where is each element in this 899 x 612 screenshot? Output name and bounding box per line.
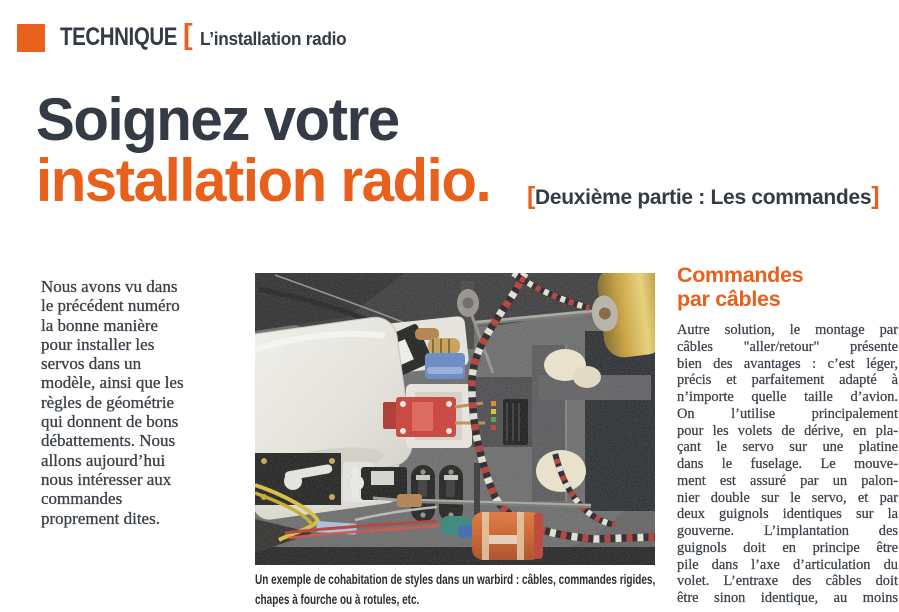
body-line: guignols doit en principe être xyxy=(677,539,898,556)
intro-line: pour installer les xyxy=(41,334,155,354)
body-line: dans le fuselage. Le mouve- xyxy=(677,456,898,472)
body-line: deux guignols identiques sur la xyxy=(677,506,898,523)
section-heading-line-1: Commandes xyxy=(677,263,804,287)
caption-line: chapes à fourche ou à rotules, etc. xyxy=(255,591,420,607)
body-line: Autre solution, le montage par xyxy=(677,322,898,338)
intro-line: commandes xyxy=(41,489,123,509)
kicker-bracket-icon: [ xyxy=(183,19,193,51)
section-label: TECHNIQUE xyxy=(60,23,178,51)
article-subtitle xyxy=(527,182,879,211)
intro-line: modèle, ainsi que les xyxy=(41,373,184,393)
body-line: précis et parfaitement adapté à xyxy=(677,372,898,389)
kicker-square-icon xyxy=(17,24,45,52)
article-title xyxy=(36,86,504,214)
body-line: volet. L’entraxe des câbles doit xyxy=(677,573,898,590)
body-line: pour les volets de dérive, en pla- xyxy=(677,422,898,439)
intro-line: le précédent numéro xyxy=(41,296,180,316)
intro-paragraph xyxy=(41,277,184,528)
body-line: n’importe quelle taille d’avion. xyxy=(677,389,898,405)
intro-line: servos dans un xyxy=(41,354,142,374)
section-heading-line-2: par câbles xyxy=(677,286,781,311)
section-heading xyxy=(677,264,898,311)
body-line: être sinon identique, au moins xyxy=(677,590,898,606)
kicker-topic: L’installation radio xyxy=(200,28,347,49)
intro-line: nous intéresser aux xyxy=(41,469,172,489)
caption-line: Un exemple de cohabitation de styles dans un warbird : câbles, commandes rigides, xyxy=(255,572,656,587)
intro-line: la bonne manière xyxy=(41,315,159,335)
subtitle-close-bracket-icon: ] xyxy=(871,182,880,210)
photo-grain xyxy=(255,273,655,565)
warbird-installation-photo xyxy=(255,273,655,565)
intro-line: règles de géométrie xyxy=(41,392,175,412)
subtitle-open-bracket-icon: [ xyxy=(527,182,536,210)
title-line-1: Soignez votre xyxy=(36,86,399,153)
body-line: câbles "aller/retour" présente xyxy=(677,338,898,355)
intro-line: Nous avons vu dans xyxy=(41,277,178,296)
subtitle-text: Deuxième partie : Les commandes xyxy=(535,186,872,209)
intro-line: proprement dites. xyxy=(41,508,160,528)
article-body xyxy=(677,322,898,607)
body-line: gouverne. L’implantation des xyxy=(677,523,898,539)
body-line: çant le servo sur une platine xyxy=(677,439,898,456)
body-line: pile dans l’axe d’articulation du xyxy=(677,556,898,573)
intro-line: qui donnent de bons xyxy=(41,412,179,432)
title-line-2: installation radio. xyxy=(36,147,491,214)
intro-line: allons aujourd’hui xyxy=(41,450,166,470)
intro-line: débattements. Nous xyxy=(41,431,176,451)
body-line: On l’utilise principalement xyxy=(677,405,898,422)
article-column xyxy=(677,264,898,607)
photo-caption xyxy=(255,570,684,609)
body-line: ment est assuré par un palon- xyxy=(677,472,898,489)
body-line: nier double sur le servo, et par xyxy=(677,489,898,506)
body-line: bien des avantages : c’est léger, xyxy=(677,355,898,372)
